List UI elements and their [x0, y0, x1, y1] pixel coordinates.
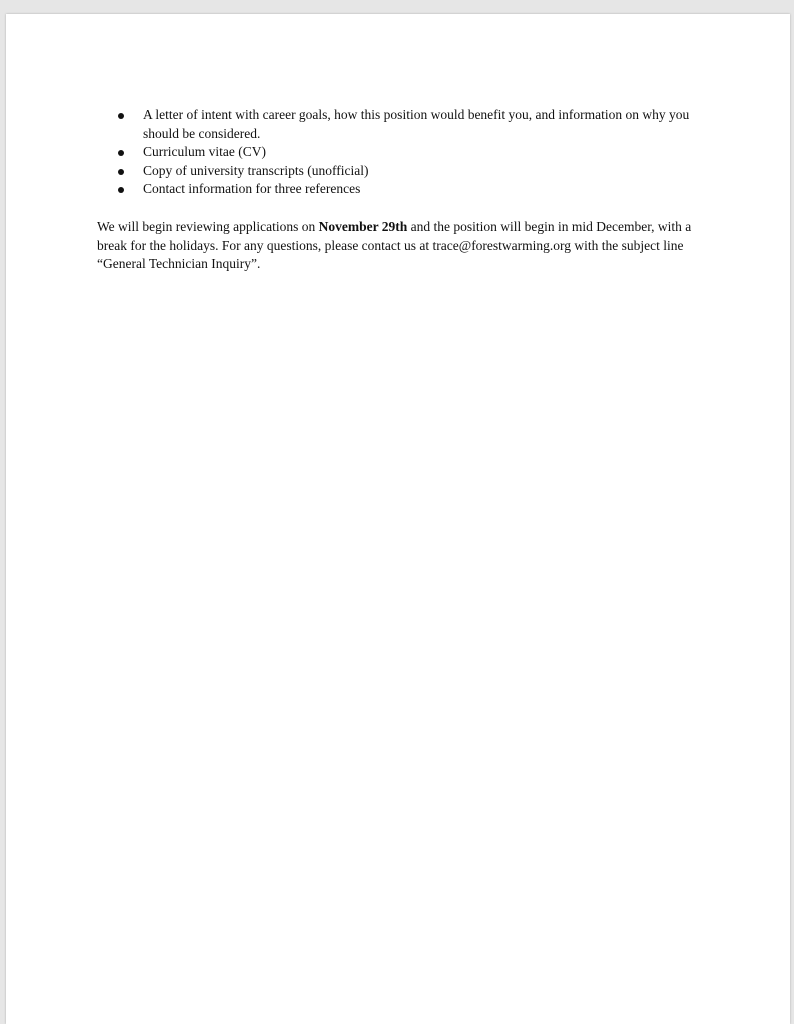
list-item [118, 162, 708, 181]
requirements-list [118, 106, 708, 199]
bullet-icon [118, 113, 124, 119]
bullet-icon [118, 150, 124, 156]
list-item [118, 143, 708, 162]
closing-text-start: We will begin reviewing applications on [97, 219, 319, 234]
document-page [6, 14, 790, 1024]
list-item [118, 180, 708, 199]
list-item-text: Copy of university transcripts (unofficial) [143, 162, 369, 178]
list-item-text: Contact information for three references [143, 181, 361, 196]
bullet-icon [118, 169, 124, 175]
bullet-icon [118, 187, 124, 193]
closing-text-end: and the position will begin in mid December, with a break for the holidays. For any questions, please contact us at trace@forestwarming.org with the subject line “General Technician Inquiry”. [97, 219, 692, 271]
list-item-text: Curriculum vitae (CV) [143, 144, 266, 159]
list-item-text: A letter of intent with career goals, how this position would benefit you, and information on why you should be considered. [143, 107, 690, 141]
review-date: November 29th [318, 219, 408, 234]
closing-paragraph [97, 218, 697, 274]
list-item [118, 106, 708, 143]
